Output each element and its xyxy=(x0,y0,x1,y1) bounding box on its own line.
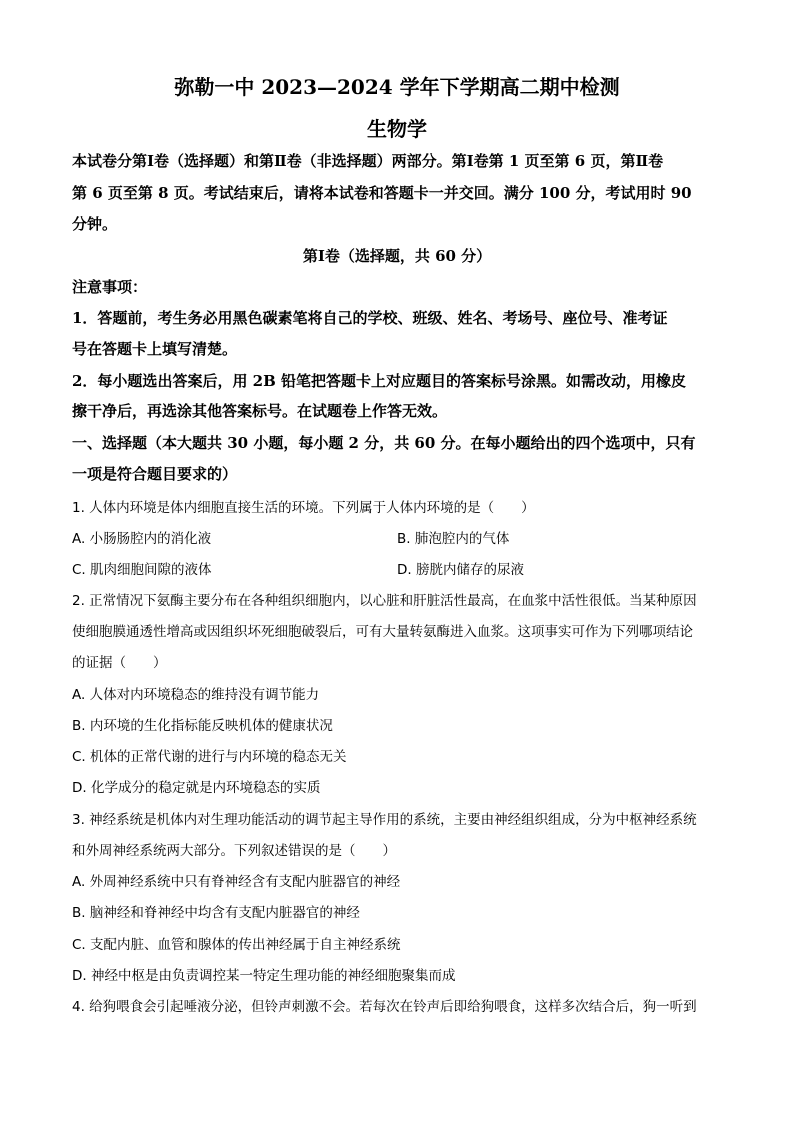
question-1-option-a: A. 小肠肠腔内的消化液 xyxy=(72,531,212,547)
question-3-option-d: D. 神经中枢是由负责调控某一特定生理功能的神经细胞聚集而成 xyxy=(72,968,456,984)
question-1-option-c: C. 肌肉细胞间隙的液体 xyxy=(72,562,212,578)
subject-title: 生物学 xyxy=(367,117,427,141)
question-2-stem-1: 2. 正常情况下氨酶主要分布在各种组织细胞内，以心脏和肝脏活性最高，在血浆中活性很低。当某种原因 xyxy=(72,593,697,609)
notice-heading: 注意事项： xyxy=(72,278,148,296)
question-2-option-d: D. 化学成分的稳定就是内环境稳态的实质 xyxy=(72,780,321,796)
question-2-stem-2: 使细胞膜通透性增高或因组织坏死细胞破裂后，可有大量转氨酶进入血浆。这项事实可作为下列哪项结论 xyxy=(72,624,693,640)
question-3-stem-1: 3. 神经系统是机体内对生理功能活动的调节起主导作用的系统，主要由神经组织组成，分为中枢神经系统 xyxy=(72,812,697,828)
question-2-option-a: A. 人体对内环境稳态的维持没有调节能力 xyxy=(72,687,320,703)
notice-item-1-cont: 号在答题卡上填写清楚。 xyxy=(72,340,238,358)
question-1-stem: 1. 人体内环境是体内细胞直接生活的环境。下列属于人体内环境的是（ ） xyxy=(72,500,535,516)
question-4-stem: 4. 给狗喂食会引起唾液分泌，但铃声刺激不会。若每次在铃声后即给狗喂食，这样多次结合后，狗一听到 xyxy=(72,999,697,1015)
exam-title: 弥勒一中 2023—2024 学年下学期高二期中检测 xyxy=(174,75,620,99)
question-2-option-b: B. 内环境的生化指标能反映机体的健康状况 xyxy=(72,718,333,734)
question-3-option-c: C. 支配内脏、血管和腺体的传出神经属于自主神经系统 xyxy=(72,937,401,953)
intro-line-2: 第 6 页至第 8 页。考试结束后，请将本试卷和答题卡一并交回。满分 100 分，考试用时 90 xyxy=(72,184,692,202)
notice-item-2-cont: 擦干净后，再选涂其他答案标号。在试题卷上作答无效。 xyxy=(72,402,448,420)
question-3-option-b: B. 脑神经和脊神经中均含有支配内脏器官的神经 xyxy=(72,905,360,921)
section-title: 第Ⅰ卷（选择题，共 60 分） xyxy=(302,247,492,265)
question-3-option-a: A. 外周神经系统中只有脊神经含有支配内脏器官的神经 xyxy=(72,874,401,890)
part-heading: 一、选择题（本大题共 30 小题，每小题 2 分，共 60 分。在每小题给出的四个选项中，只有 xyxy=(72,434,696,452)
question-1-option-d: D. 膀胱内储存的尿液 xyxy=(397,562,524,578)
part-heading-cont: 一项是符合题目要求的） xyxy=(72,465,238,483)
intro-line-3: 分钟。 xyxy=(72,215,118,233)
notice-item-1: 1．答题前，考生务必用黑色碳素笔将自己的学校、班级、姓名、考场号、座位号、准考证 xyxy=(72,309,668,327)
question-1-option-b: B. 肺泡腔内的气体 xyxy=(397,531,510,547)
question-2-stem-3: 的证据（ ） xyxy=(72,655,167,671)
question-2-option-c: C. 机体的正常代谢的进行与内环境的稳态无关 xyxy=(72,749,347,765)
notice-item-2: 2．每小题选出答案后，用 2B 铅笔把答题卡上对应题目的答案标号涂黑。如需改动，用橡皮 xyxy=(72,372,687,390)
intro-line-1: 本试卷分第Ⅰ卷（选择题）和第Ⅱ卷（非选择题）两部分。第Ⅰ卷第 1 页至第 6 页，第Ⅱ卷 xyxy=(72,152,664,170)
question-3-stem-2: 和外周神经系统两大部分。下列叙述错误的是（ ） xyxy=(72,843,396,859)
